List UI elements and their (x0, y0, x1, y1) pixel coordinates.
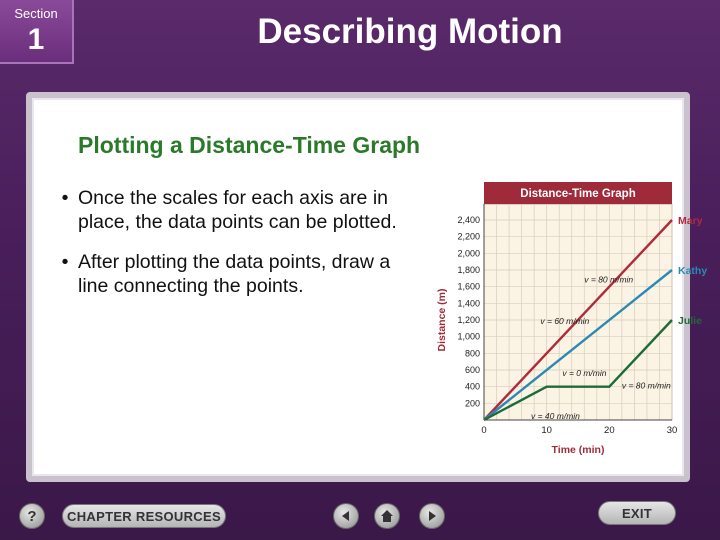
slide-subtitle: Plotting a Distance-Time Graph (78, 132, 421, 158)
x-tick-label: 20 (604, 425, 615, 436)
x-axis-label: Time (min) (551, 444, 605, 456)
y-tick-label: 1,800 (457, 265, 480, 275)
previous-button[interactable] (333, 503, 359, 529)
content-card (26, 92, 708, 482)
y-tick-label: 600 (464, 365, 480, 375)
chapter-resources-button[interactable]: CHAPTER RESOURCES (62, 504, 226, 528)
arrow-right-icon (425, 509, 439, 523)
footer-bar (0, 494, 720, 540)
help-icon: ? (27, 507, 37, 525)
bullet-icon: • (61, 251, 69, 273)
velocity-annotation: v = 0 m/min (562, 367, 607, 378)
series-label-kathy: Kathy (678, 265, 708, 277)
y-tick-label: 2,000 (457, 248, 480, 259)
arrow-left-icon (339, 509, 353, 523)
home-icon (379, 508, 395, 524)
y-tick-label: 1,600 (457, 281, 480, 292)
section-label: Section (14, 6, 58, 21)
list-item (52, 250, 408, 298)
section-number: 1 (27, 23, 45, 56)
y-tick-label: 2,200 (457, 231, 480, 242)
list-item (52, 186, 408, 234)
bullet-list (52, 186, 408, 314)
y-tick-label: 1,000 (457, 331, 480, 342)
y-tick-label: 2,400 (457, 215, 480, 225)
page-title: Describing Motion (257, 12, 563, 51)
bullet-text: Once the scales for each axis are in place, the data points can be plotted. (78, 187, 397, 233)
x-tick-label: 10 (541, 425, 552, 436)
bullet-text: After plotting the data points, draw a line connecting the points. (78, 251, 391, 297)
y-tick-label: 1,400 (457, 298, 480, 309)
chart-svg (404, 182, 708, 462)
y-axis-label: Distance (m) (436, 288, 448, 352)
chart-title: Distance-Time Graph (520, 188, 636, 200)
exit-button[interactable]: EXIT (598, 501, 676, 525)
y-tick-label: 800 (464, 348, 480, 359)
series-label-mary: Mary (678, 215, 703, 227)
velocity-annotation: v = 80 m/min (621, 380, 671, 391)
series-label-julie: Julie (678, 315, 702, 327)
bullet-icon: • (61, 187, 69, 209)
velocity-annotation: v = 60 m/min (540, 316, 590, 327)
distance-time-graph (404, 182, 708, 462)
section-badge (0, 0, 74, 64)
velocity-annotation: v = 40 m/min (531, 411, 580, 422)
x-tick-label: 0 (481, 425, 487, 436)
home-button[interactable] (374, 503, 400, 529)
x-tick-label: 30 (666, 425, 678, 436)
y-tick-label: 200 (464, 398, 480, 409)
help-button[interactable] (19, 503, 45, 529)
next-button[interactable] (419, 503, 445, 529)
velocity-annotation: v = 80 m/min (584, 274, 634, 285)
y-tick-label: 400 (464, 381, 480, 392)
y-tick-label: 1,200 (457, 315, 480, 325)
